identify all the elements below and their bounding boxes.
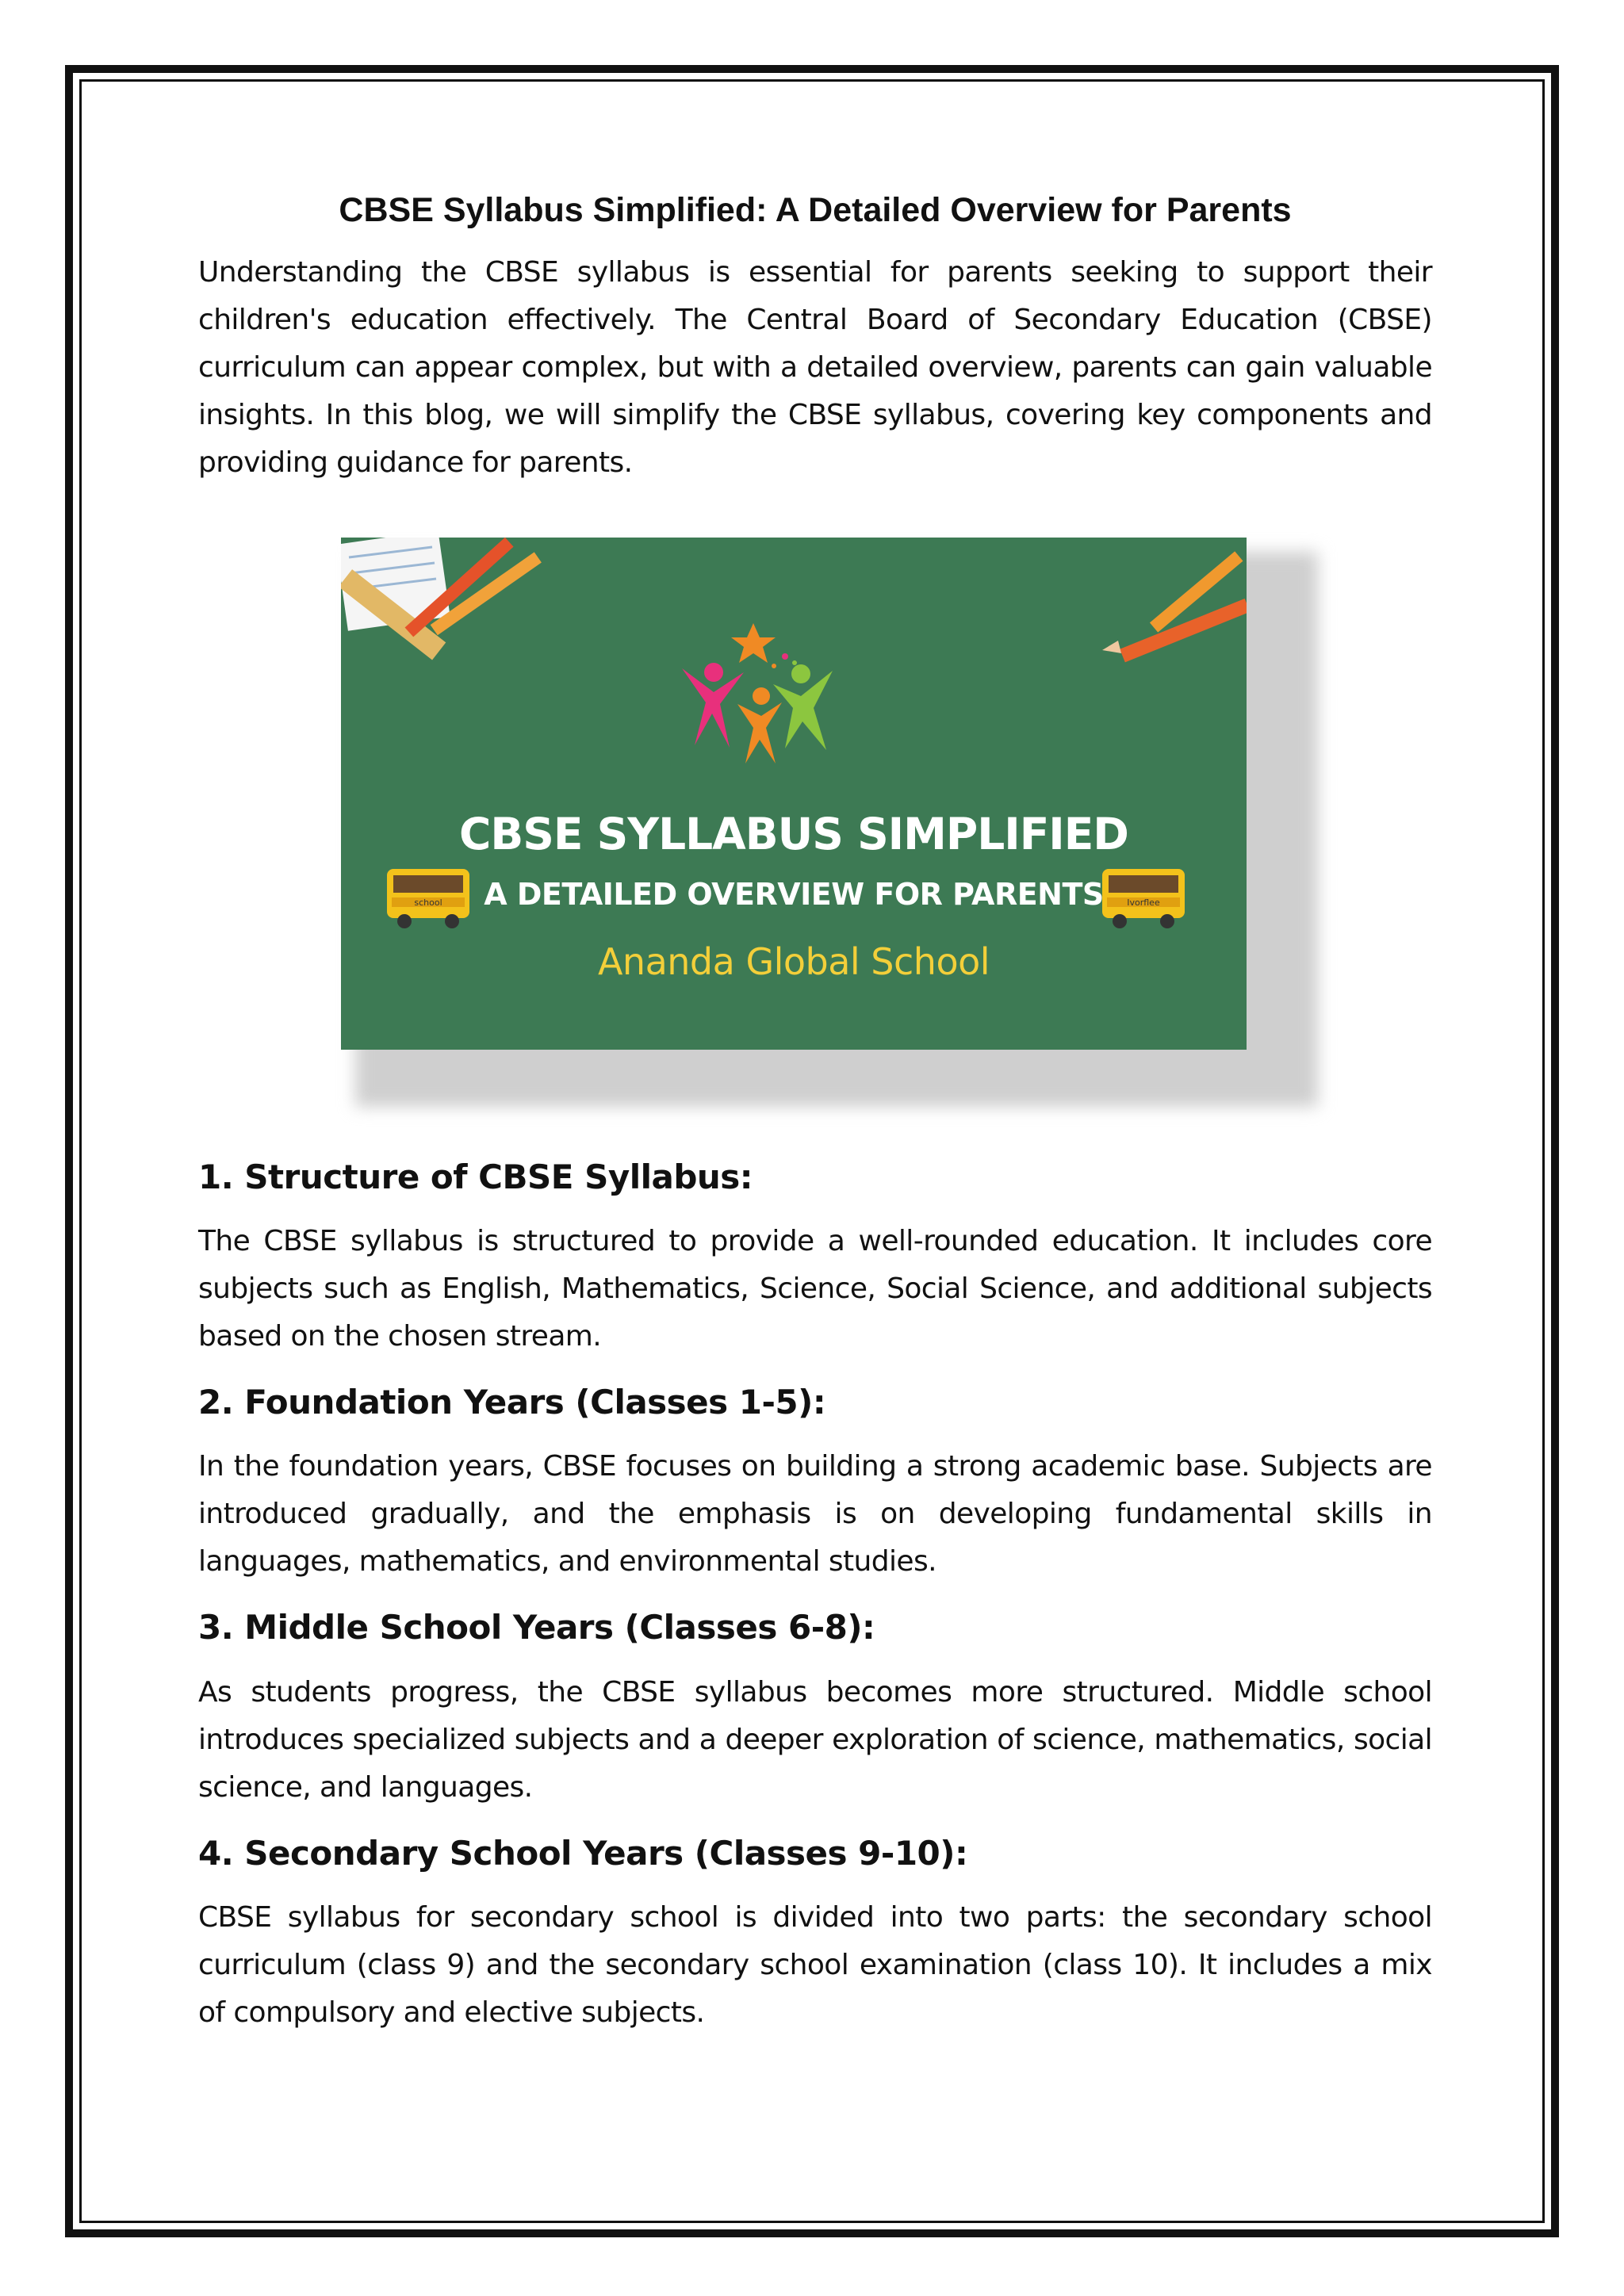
section-body: As students progress, the CBSE syllabus becomes more structured. Middle school introduces specialized subjects and a deeper exploration of science, mathematics, social science, and languages. <box>198 1675 1432 1804</box>
section-body: CBSE syllabus for secondary school is divided into two parts: the secondary school curriculum (class 9) and the secondary school examination (class 10). It includes a mix of compulsory and elective subjects. <box>198 1901 1432 2030</box>
document-body <box>198 190 1432 2037</box>
bus-label-right: Ivorflee <box>1127 897 1160 908</box>
banner-title: CBSE SYLLABUS SIMPLIFIED <box>459 808 1128 859</box>
section-heading: 2. Foundation Years (Classes 1-5): <box>198 1382 826 1422</box>
section-secondary-school <box>198 1834 1432 2037</box>
logo-figures-icon <box>682 623 833 763</box>
section-heading: 1. Structure of CBSE Syllabus: <box>198 1157 753 1196</box>
section-heading: 4. Secondary School Years (Classes 9-10): <box>198 1833 968 1873</box>
section-body: The CBSE syllabus is structured to provide a well-rounded education. It includes core subjects such as English, Mathematics, Science, Social Science, and additional subjects based on the chosen stream. <box>198 1224 1432 1353</box>
section-middle-school <box>198 1608 1432 1811</box>
intro-paragraph: Understanding the CBSE syllabus is essential for parents seeking to support their children's education effectively. The Central Board of Secondary Education (CBSE) curriculum can appear complex, but with a detailed overview, parents can gain valuable insights. In this blog, we will simplify the CBSE syllabus, covering key components and providing guidance for parents. <box>198 255 1432 479</box>
banner-image <box>341 538 1318 1107</box>
bus-label-left: school <box>414 897 442 908</box>
document-title: CBSE Syllabus Simplified: A Detailed Overview for Parents <box>339 191 1292 229</box>
section-body: In the foundation years, CBSE focuses on building a strong academic base. Subjects are introduced gradually, and the emphasis is on developing fundamental skills in languages, mathematics, and environmental studies. <box>198 1450 1432 1578</box>
banner-board <box>341 538 1247 1050</box>
pencils-right-icon <box>1102 551 1247 662</box>
section-foundation <box>198 1383 1432 1586</box>
banner-subtitle: A DETAILED OVERVIEW FOR PARENTS <box>484 876 1104 912</box>
section-structure <box>198 1158 1432 1360</box>
section-heading: 3. Middle School Years (Classes 6-8): <box>198 1608 875 1647</box>
banner-school-name: Ananda Global School <box>597 939 990 983</box>
